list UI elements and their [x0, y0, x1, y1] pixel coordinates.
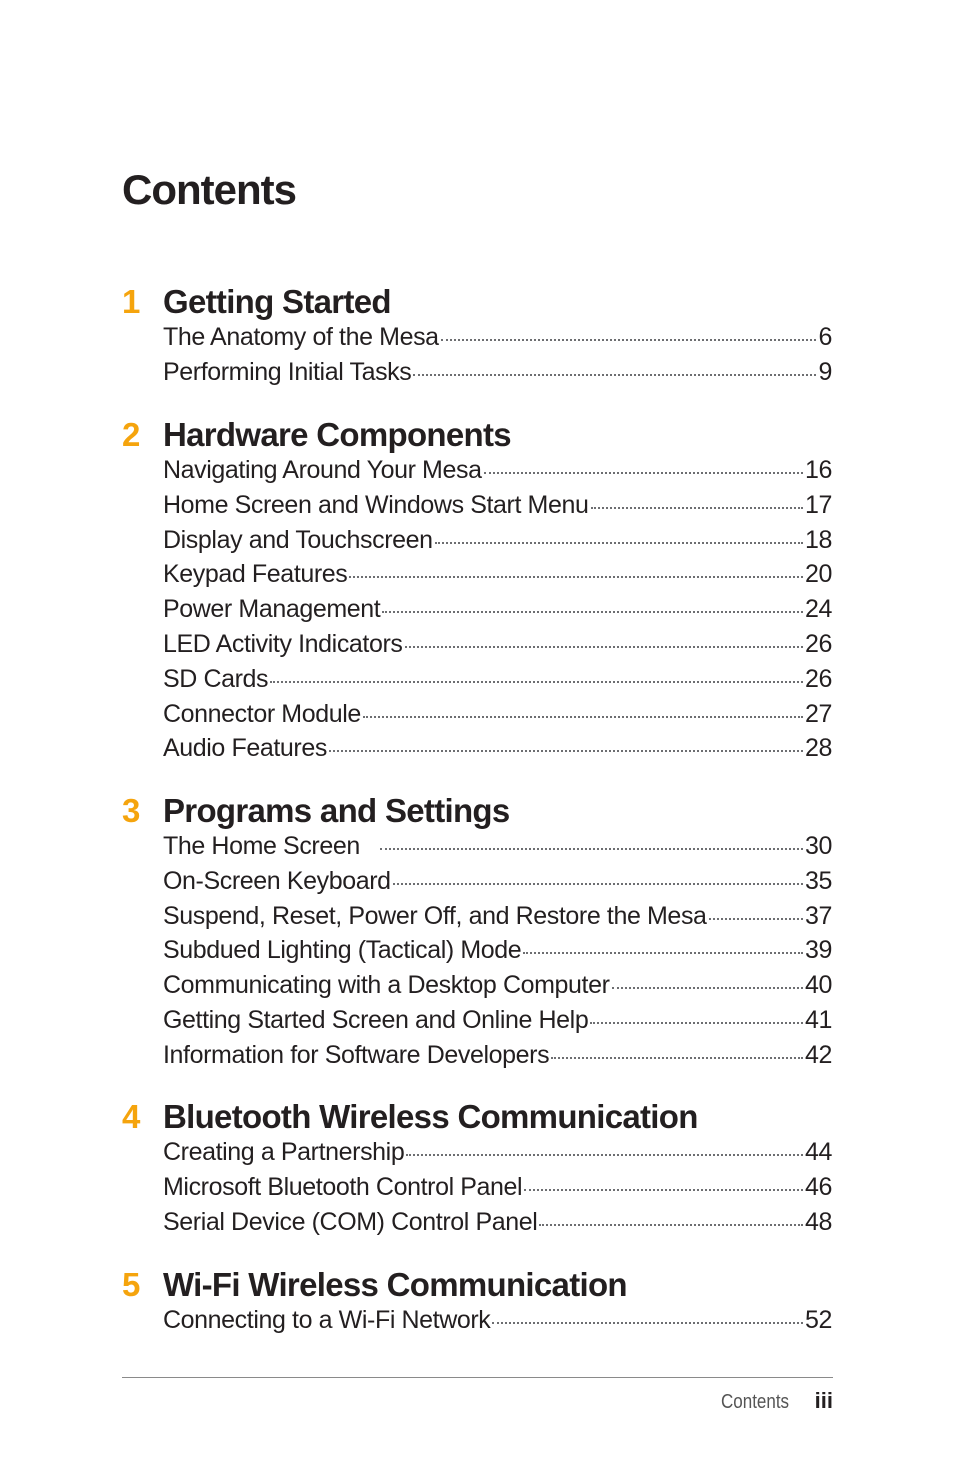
toc-entry[interactable]	[163, 491, 832, 526]
entry-page-number: 17	[804, 490, 832, 519]
toc-entry[interactable]	[163, 1041, 832, 1076]
dot-leader	[551, 1055, 803, 1059]
toc-entry[interactable]	[163, 1006, 832, 1041]
entry-page-number: 24	[804, 595, 832, 624]
chapter-heading[interactable]	[122, 792, 832, 832]
toc-entry[interactable]	[163, 1208, 832, 1243]
entry-title: Microsoft Bluetooth Control Panel	[163, 1172, 523, 1201]
entry-title: Performing Initial Tasks	[163, 357, 412, 386]
dot-leader	[349, 574, 803, 578]
toc-entry[interactable]	[163, 1173, 832, 1208]
dot-leader	[413, 372, 816, 376]
dot-leader	[405, 644, 803, 648]
entry-page-number: 20	[804, 560, 832, 589]
entry-page-number: 39	[804, 936, 832, 965]
chapter-heading[interactable]	[122, 283, 832, 323]
dot-leader	[484, 470, 803, 474]
toc-entry[interactable]	[163, 734, 832, 769]
dot-leader	[523, 950, 803, 954]
footer-page-number: iii	[814, 1388, 833, 1413]
dot-leader	[380, 846, 803, 850]
dot-leader	[524, 1187, 803, 1191]
toc-entry[interactable]	[163, 526, 832, 561]
dot-leader	[393, 881, 803, 885]
entry-page-number: 46	[804, 1172, 832, 1201]
entry-title: The Home Screen	[163, 832, 360, 860]
chapter-number: 3	[122, 792, 141, 829]
chapter-heading[interactable]	[122, 1266, 832, 1306]
toc-entry[interactable]	[163, 902, 832, 937]
chapter-number: 4	[122, 1098, 141, 1135]
entry-page-number: 41	[804, 1005, 832, 1034]
entry-page-number: 18	[804, 525, 832, 554]
chapter-programs-and-settings	[122, 792, 832, 1076]
dot-leader	[441, 337, 817, 341]
entry-page-number: 52	[804, 1306, 832, 1334]
chapter-number: 2	[122, 416, 141, 453]
entry-title: Getting Started Screen and Online Help	[163, 1005, 589, 1034]
chapter-getting-started	[122, 283, 832, 393]
chapter-heading[interactable]	[122, 1098, 832, 1138]
entry-title: LED Activity Indicators	[163, 629, 403, 658]
chapter-title: Bluetooth Wireless Communication	[163, 1098, 698, 1135]
entry-title: On-Screen Keyboard	[163, 866, 391, 895]
dot-leader	[590, 1020, 803, 1024]
toc-entry[interactable]	[163, 700, 832, 735]
entry-title: Power Management	[163, 595, 381, 624]
toc-entry-list	[163, 832, 832, 1076]
dot-leader	[492, 1320, 803, 1324]
entry-title: Connecting to a Wi-Fi Network	[163, 1306, 491, 1334]
entry-title: Audio Features	[163, 734, 327, 763]
chapter-heading[interactable]	[122, 416, 832, 456]
entry-page-number: 26	[804, 629, 832, 658]
toc-entry[interactable]	[163, 971, 832, 1006]
entry-title: Information for Software Developers	[163, 1040, 550, 1069]
dot-leader	[363, 714, 803, 718]
toc-entry-list	[163, 456, 832, 769]
dot-leader	[591, 505, 803, 509]
entry-title: Suspend, Reset, Power Off, and Restore the Mesa	[163, 901, 707, 930]
entry-page-number: 40	[804, 971, 832, 1000]
entry-page-number: 42	[804, 1040, 832, 1069]
entry-page-number: 26	[804, 664, 832, 693]
entry-title: Creating a Partnership	[163, 1138, 405, 1166]
entry-title: Communicating with a Desktop Computer	[163, 971, 610, 1000]
toc-entry-list	[163, 1138, 832, 1242]
chapter-number: 1	[122, 283, 141, 320]
toc-entry[interactable]	[163, 323, 832, 358]
dot-leader	[709, 916, 803, 920]
toc-entry[interactable]	[163, 630, 832, 665]
entry-page-number: 6	[818, 323, 832, 351]
footer-label: Contents	[720, 1391, 789, 1413]
entry-page-number: 48	[804, 1207, 832, 1236]
chapter-hardware-components	[122, 416, 832, 769]
entry-page-number: 30	[804, 832, 832, 860]
chapter-title: Wi-Fi Wireless Communication	[163, 1266, 627, 1303]
chapter-title: Hardware Components	[163, 416, 511, 453]
toc-entry[interactable]	[163, 358, 832, 393]
toc-entry[interactable]	[163, 560, 832, 595]
entry-page-number: 44	[804, 1138, 832, 1166]
entry-page-number: 28	[804, 734, 832, 763]
entry-title: The Anatomy of the Mesa	[163, 323, 439, 351]
dot-leader	[270, 679, 803, 683]
entry-title: SD Cards	[163, 664, 269, 693]
entry-page-number: 9	[818, 357, 832, 386]
entry-page-number: 16	[804, 456, 832, 484]
chapter-wifi-wireless-communication	[122, 1266, 832, 1341]
chapter-title: Programs and Settings	[163, 792, 510, 829]
toc-entry[interactable]	[163, 595, 832, 630]
entry-page-number: 35	[804, 866, 832, 895]
dot-leader	[382, 609, 803, 613]
page-title: Contents	[122, 166, 296, 213]
entry-title: Subdued Lighting (Tactical) Mode	[163, 936, 522, 965]
toc-entry-list	[163, 1306, 832, 1341]
entry-title: Navigating Around Your Mesa	[163, 456, 482, 484]
entry-title: Keypad Features	[163, 560, 348, 589]
entry-page-number: 37	[804, 901, 832, 930]
dot-leader	[539, 1222, 803, 1226]
dot-leader	[435, 540, 803, 544]
entry-title: Connector Module	[163, 699, 361, 728]
toc-entry[interactable]	[163, 867, 832, 902]
chapter-bluetooth-wireless-communication	[122, 1098, 832, 1242]
dot-leader	[406, 1152, 803, 1156]
toc-entry-list	[163, 323, 832, 393]
toc-entry[interactable]	[163, 936, 832, 971]
chapter-title: Getting Started	[163, 283, 391, 320]
page-footer	[709, 1388, 833, 1414]
entry-page-number: 27	[804, 699, 832, 728]
footer-divider	[122, 1377, 833, 1378]
entry-title: Display and Touchscreen	[163, 525, 433, 554]
dot-leader	[612, 985, 803, 989]
dot-leader	[329, 748, 803, 752]
toc-entry[interactable]	[163, 456, 832, 491]
chapter-number: 5	[122, 1266, 141, 1303]
toc-entry[interactable]	[163, 832, 832, 867]
toc-entry[interactable]	[163, 1138, 832, 1173]
toc-entry[interactable]	[163, 1306, 832, 1341]
entry-title: Serial Device (COM) Control Panel	[163, 1207, 538, 1236]
entry-title: Home Screen and Windows Start Menu	[163, 490, 589, 519]
toc-entry[interactable]	[163, 665, 832, 700]
